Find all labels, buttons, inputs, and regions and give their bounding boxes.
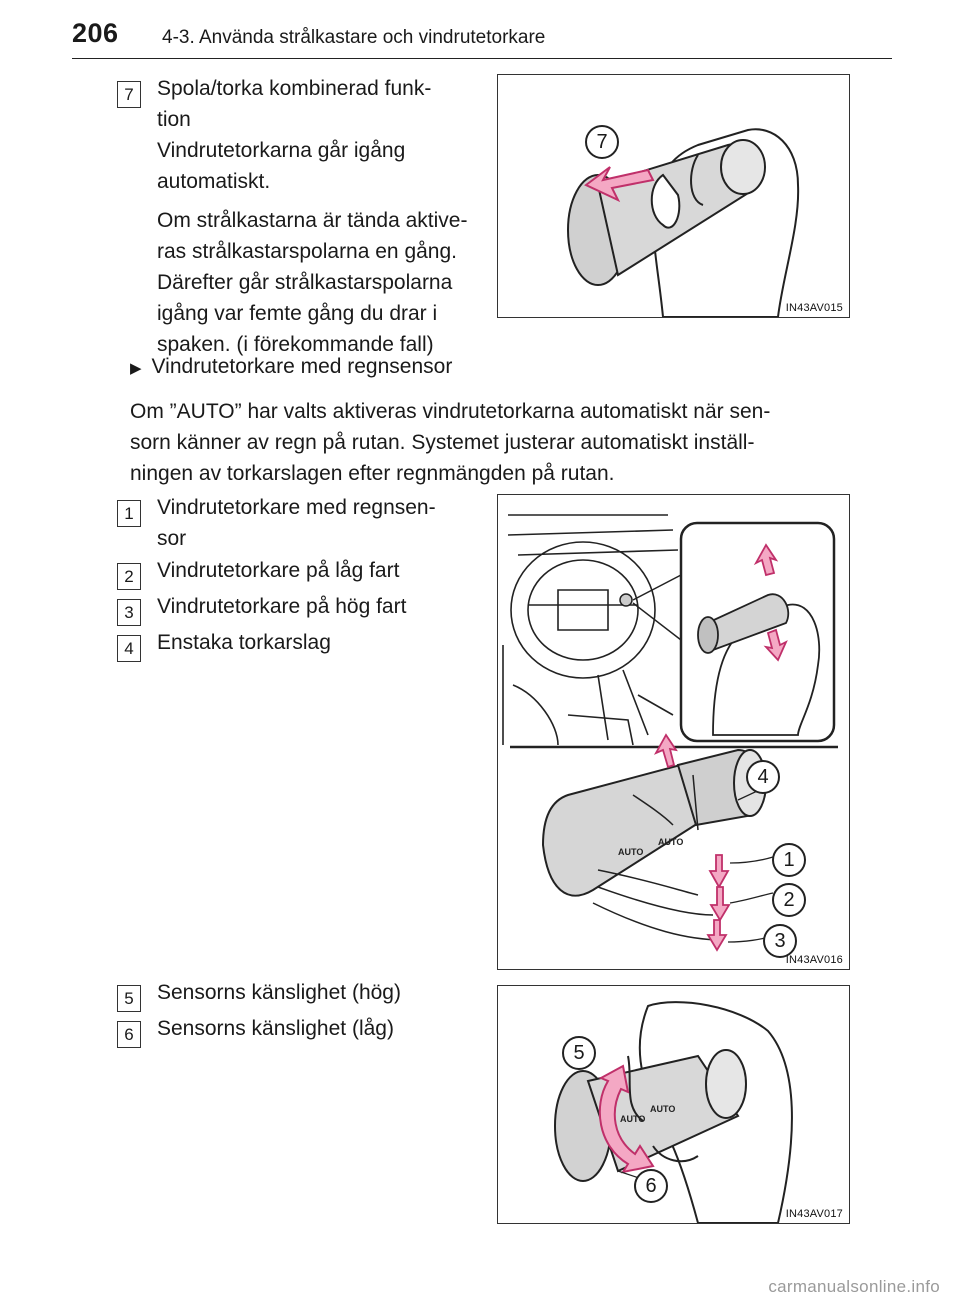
figure-rain-sensor-lever — [497, 494, 850, 970]
wiper-wash-illustration — [498, 75, 849, 317]
lever-auto-label: AUTO — [650, 1104, 676, 1114]
lever-auto-label: AUTO — [620, 1114, 646, 1124]
callout-3: 3 — [763, 924, 797, 958]
item-number-6: 6 — [117, 1021, 141, 1048]
item-7-body-line: spaken. (i förekommande fall) — [157, 333, 434, 356]
callout-4: 4 — [746, 760, 780, 794]
figure-code: IN43AV015 — [785, 302, 843, 314]
item-5-text: Sensorns känslighet (hög) — [157, 981, 401, 1004]
item-number-7: 7 — [117, 81, 141, 108]
item-1-text — [157, 492, 477, 554]
item-4-text: Enstaka torkarslag — [157, 631, 331, 654]
rain-sensor-heading — [130, 351, 452, 384]
header-divider — [72, 58, 892, 59]
item-7-body-line: Vindrutetorkarna går igång — [157, 139, 406, 162]
item-7-title-line: Spola/torka kombinerad funk- — [157, 77, 432, 100]
callout-7: 7 — [585, 125, 619, 159]
item-1-line: sor — [157, 527, 187, 550]
item-7-body-line: igång var femte gång du drar i — [157, 302, 438, 325]
site-watermark: carmanualsonline.info — [768, 1277, 940, 1296]
item-7-body-line: ras strålkastarspolarna en gång. — [157, 240, 457, 263]
rain-sensor-intro — [130, 396, 848, 489]
item-1-line: Vindrutetorkare med regnsen- — [157, 496, 436, 519]
item-7-body-line: automatiskt. — [157, 170, 271, 193]
item-6-text: Sensorns känslighet (låg) — [157, 1017, 394, 1040]
page-number: 206 — [72, 18, 119, 48]
triangle-bullet-icon: ▶ — [130, 360, 142, 377]
item-7-body-line: Om strålkastarna är tända aktive- — [157, 209, 468, 232]
item-number-3: 3 — [117, 599, 141, 626]
item-7-title-line: tion — [157, 108, 191, 131]
callout-5: 5 — [562, 1036, 596, 1070]
figure-code: IN43AV016 — [785, 954, 843, 966]
callout-6: 6 — [634, 1169, 668, 1203]
item-3-text: Vindrutetorkare på hög fart — [157, 595, 407, 618]
callout-2: 2 — [772, 883, 806, 917]
item-7-body-line: Därefter går strålkastarspolarna — [157, 271, 453, 294]
intro-line: Om ”AUTO” har valts aktiveras vindrutetorkarna automatiskt när sen- — [130, 400, 771, 423]
figure-wiper-wash-lever — [497, 74, 850, 318]
figure-sensitivity-dial — [497, 985, 850, 1224]
callout-1: 1 — [772, 843, 806, 877]
intro-line: sorn känner av regn på rutan. Systemet justerar automatiskt inställ- — [130, 431, 755, 454]
figure-code: IN43AV017 — [785, 1208, 843, 1220]
item-7-title — [157, 73, 477, 360]
lever-auto-label: AUTO — [658, 837, 684, 847]
item-number-5: 5 — [117, 985, 141, 1012]
section-title: 4-3. Använda strålkastare och vindrutetorkare — [162, 27, 546, 48]
lever-auto-label: AUTO — [618, 847, 644, 857]
item-number-1: 1 — [117, 500, 141, 527]
item-number-2: 2 — [117, 563, 141, 590]
item-2-text: Vindrutetorkare på låg fart — [157, 559, 400, 582]
rain-sensor-heading-text: Vindrutetorkare med regnsensor — [151, 355, 453, 378]
item-number-4: 4 — [117, 635, 141, 662]
intro-line: ningen av torkarslagen efter regnmängden på rutan. — [130, 462, 615, 485]
